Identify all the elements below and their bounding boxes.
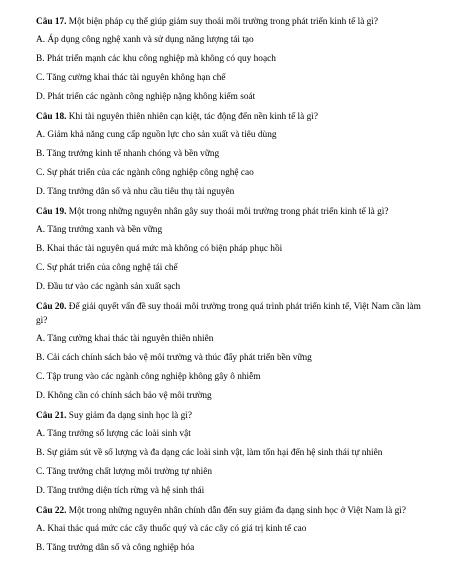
question-text: Suy giảm đa dạng sinh học là gì?	[66, 411, 192, 421]
answer-option-b: B. Tăng trưởng dân số và công nghiệp hóa	[36, 543, 195, 553]
question-number: Câu 19.	[36, 207, 67, 217]
answer-option-a: A. Áp dụng công nghệ xanh và sử dụng năng lượng tái tạo	[36, 35, 254, 45]
answer-option-b: B. Cải cách chính sách bảo vệ môi trường và thúc đẩy phát triển bền vững	[36, 353, 312, 363]
answer-option-a: A. Tăng trưởng xanh và bền vững	[36, 225, 163, 235]
answer-option-a: A. Tăng cường khai thác tài nguyên thiên nhiên	[36, 334, 214, 344]
question-number: Câu 22.	[36, 506, 67, 516]
question-stem	[36, 408, 426, 423]
question-stem	[36, 109, 426, 124]
answer-option-b: B. Phát triển mạnh các khu công nghiệp mà không có quy hoạch	[36, 54, 276, 64]
question-list	[36, 14, 426, 560]
question-17	[36, 14, 426, 104]
question-text: Một biện pháp cụ thể giúp giảm suy thoái môi trường trong phát triển kinh tế là gì?	[66, 17, 379, 27]
answer-option-d: D. Không cần có chính sách bảo vệ môi trường	[36, 391, 212, 401]
answer-option-d: D. Tăng trưởng diện tích rừng và hệ sinh thái	[36, 486, 205, 496]
answer-option-b: B. Sự giảm sút về số lượng và đa dạng các loài sinh vật, làm tổn hại đến hệ sinh thái tự nhiên	[36, 448, 383, 458]
answer-option-b: B. Khai thác tài nguyên quá mức mà không có biện pháp phục hồi	[36, 244, 283, 254]
question-number: Câu 20.	[36, 302, 67, 312]
question-18	[36, 109, 426, 199]
question-22	[36, 503, 426, 555]
answer-option-c: C. Tập trung vào các ngành công nghiệp không gây ô nhiễm	[36, 372, 261, 382]
answer-option-a: A. Giảm khả năng cung cấp nguồn lực cho sản xuất và tiêu dùng	[36, 130, 277, 140]
question-stem	[36, 204, 426, 219]
question-21	[36, 408, 426, 498]
answer-option-c: C. Tăng cường khai thác tài nguyên không hạn chế	[36, 73, 226, 83]
question-number: Câu 18.	[36, 112, 67, 122]
question-text: Khi tài nguyên thiên nhiên cạn kiệt, tác động đến nền kinh tế là gì?	[66, 112, 318, 122]
question-number: Câu 21.	[36, 411, 67, 421]
question-stem	[36, 299, 426, 328]
question-20	[36, 299, 426, 403]
answer-option-a: A. Tăng trưởng số lượng các loài sinh vật	[36, 429, 191, 439]
answer-option-b: B. Tăng trưởng kinh tế nhanh chóng và bền vững	[36, 149, 220, 159]
question-stem	[36, 14, 426, 29]
answer-option-d: D. Đầu tư vào các ngành sản xuất sạch	[36, 282, 181, 292]
answer-option-d: D. Phát triển các ngành công nghiệp nặng không kiểm soát	[36, 92, 256, 102]
answer-option-a: A. Khai thác quá mức các cây thuốc quý và các cây có giá trị kinh tế cao	[36, 524, 307, 534]
answer-option-d: D. Tăng trưởng dân số và nhu cầu tiêu thụ tài nguyên	[36, 187, 235, 197]
question-19	[36, 204, 426, 294]
answer-option-c: C. Tăng trưởng chất lượng môi trường tự nhiên	[36, 467, 212, 477]
question-number: Câu 17.	[36, 17, 67, 27]
question-text: Một trong những nguyên nhân gây suy thoái môi trường trong phát triển kinh tế là gì?	[66, 207, 389, 217]
answer-option-c: C. Sự phát triển của các ngành công nghiệp công nghệ cao	[36, 168, 254, 178]
answer-option-c: C. Sự phát triển của công nghệ tái chế	[36, 263, 178, 273]
question-text: Để giải quyết vấn đề suy thoái môi trường trong quá trình phát triển kinh tế, Việt Nam cần làm gì?	[36, 302, 421, 326]
question-text: Một trong những nguyên nhân chính dẫn đến suy giảm đa dạng sinh học ở Việt Nam là gì?	[66, 506, 406, 516]
question-stem	[36, 503, 426, 518]
